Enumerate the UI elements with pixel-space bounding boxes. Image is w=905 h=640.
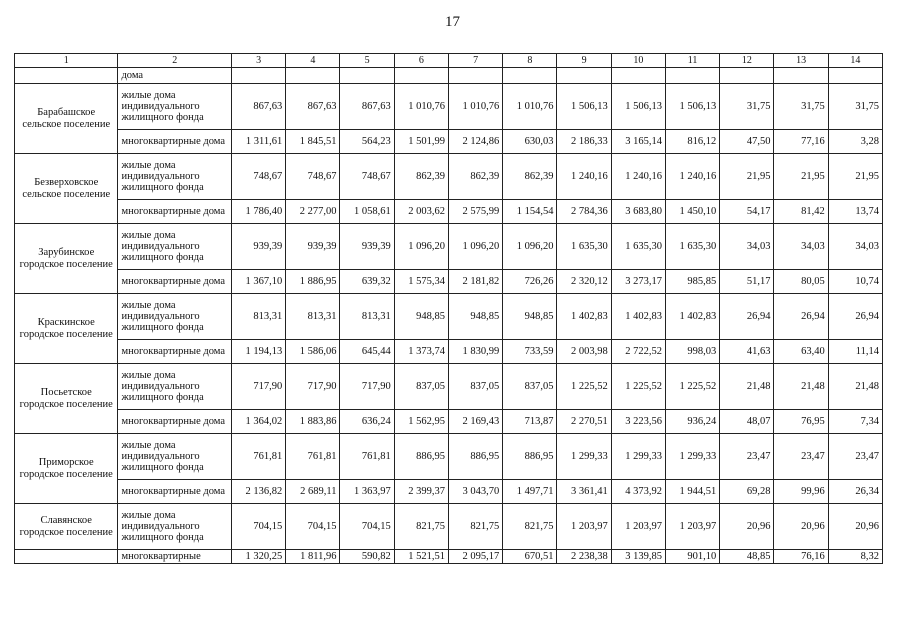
value-cell: 939,39	[340, 224, 394, 270]
housing-type-cell: многоквартирные дома	[118, 200, 232, 224]
value-cell	[340, 68, 394, 84]
value-cell: 2 277,00	[286, 200, 340, 224]
housing-type-cell: жилые дома индивидуального жилищного фонда	[118, 434, 232, 480]
settlement-name: Краскинское городское поселение	[15, 294, 118, 364]
value-cell: 564,23	[340, 130, 394, 154]
value-cell: 76,95	[774, 410, 828, 434]
column-header: 14	[828, 54, 882, 68]
value-cell: 23,47	[774, 434, 828, 480]
value-cell: 1 299,33	[611, 434, 665, 480]
value-cell: 4 373,92	[611, 480, 665, 504]
settlement-name: Безверховское сельское поселение	[15, 154, 118, 224]
column-header: 12	[720, 54, 774, 68]
value-cell: 886,95	[394, 434, 448, 480]
value-cell: 1 450,10	[665, 200, 719, 224]
value-cell: 1 203,97	[557, 504, 611, 550]
settlement-name: Посьетское городское поселение	[15, 364, 118, 434]
value-cell: 3 273,17	[611, 270, 665, 294]
value-cell: 3 043,70	[448, 480, 502, 504]
value-cell: 1 883,86	[286, 410, 340, 434]
value-cell: 2 003,98	[557, 340, 611, 364]
tariff-table	[14, 53, 883, 564]
value-cell	[774, 68, 828, 84]
value-cell: 1 501,99	[394, 130, 448, 154]
value-cell: 2 575,99	[448, 200, 502, 224]
column-header: 3	[231, 54, 285, 68]
value-cell: 3 361,41	[557, 480, 611, 504]
value-cell: 645,44	[340, 340, 394, 364]
value-cell: 1 562,95	[394, 410, 448, 434]
settlement-cell	[15, 550, 118, 564]
value-cell: 867,63	[340, 84, 394, 130]
column-header: 13	[774, 54, 828, 68]
value-cell: 761,81	[340, 434, 394, 480]
value-cell: 2 320,12	[557, 270, 611, 294]
value-cell: 8,32	[828, 550, 882, 564]
value-cell: 761,81	[231, 434, 285, 480]
value-cell: 76,16	[774, 550, 828, 564]
value-cell: 717,90	[231, 364, 285, 410]
value-cell	[394, 68, 448, 84]
value-cell: 2 003,62	[394, 200, 448, 224]
value-cell: 821,75	[448, 504, 502, 550]
value-cell: 867,63	[286, 84, 340, 130]
value-cell: 821,75	[394, 504, 448, 550]
value-cell: 1 225,52	[665, 364, 719, 410]
value-cell: 1 886,95	[286, 270, 340, 294]
value-cell: 2 186,33	[557, 130, 611, 154]
value-cell: 704,15	[286, 504, 340, 550]
value-cell: 1 635,30	[665, 224, 719, 270]
value-cell: 590,82	[340, 550, 394, 564]
value-cell: 813,31	[340, 294, 394, 340]
value-cell: 1 203,97	[611, 504, 665, 550]
value-cell: 26,94	[828, 294, 882, 340]
settlement-name: Зарубинское городское поселение	[15, 224, 118, 294]
value-cell: 1 635,30	[611, 224, 665, 270]
value-cell: 81,42	[774, 200, 828, 224]
value-cell: 1 299,33	[665, 434, 719, 480]
page-number: 17	[445, 14, 460, 30]
value-cell: 670,51	[503, 550, 557, 564]
housing-type-cell: жилые дома индивидуального жилищного фонда	[118, 84, 232, 130]
value-cell: 1 225,52	[611, 364, 665, 410]
value-cell: 636,24	[340, 410, 394, 434]
value-cell: 1 096,20	[503, 224, 557, 270]
value-cell: 21,48	[720, 364, 774, 410]
housing-type-cell: многоквартирные дома	[118, 130, 232, 154]
value-cell: 10,74	[828, 270, 882, 294]
table-row	[15, 340, 883, 364]
value-cell: 1 010,76	[394, 84, 448, 130]
housing-type-cell: жилые дома индивидуального жилищного фонда	[118, 364, 232, 410]
table-body	[15, 54, 883, 564]
column-header: 2	[118, 54, 232, 68]
settlement-name: Приморское городское поселение	[15, 434, 118, 504]
value-cell	[231, 68, 285, 84]
value-cell: 985,85	[665, 270, 719, 294]
value-cell: 813,31	[286, 294, 340, 340]
value-cell: 639,32	[340, 270, 394, 294]
value-cell: 862,39	[503, 154, 557, 200]
housing-type-cell: жилые дома индивидуального жилищного фонда	[118, 154, 232, 200]
value-cell	[557, 68, 611, 84]
value-cell: 2 181,82	[448, 270, 502, 294]
value-cell: 7,34	[828, 410, 882, 434]
value-cell: 99,96	[774, 480, 828, 504]
value-cell: 23,47	[720, 434, 774, 480]
table-row	[15, 480, 883, 504]
column-header: 6	[394, 54, 448, 68]
value-cell	[720, 68, 774, 84]
value-cell: 77,16	[774, 130, 828, 154]
value-cell: 2 169,43	[448, 410, 502, 434]
value-cell: 2 270,51	[557, 410, 611, 434]
value-cell: 26,34	[828, 480, 882, 504]
value-cell: 1 506,13	[557, 84, 611, 130]
column-header: 5	[340, 54, 394, 68]
value-cell: 1 586,06	[286, 340, 340, 364]
value-cell: 2 722,52	[611, 340, 665, 364]
value-cell: 21,95	[774, 154, 828, 200]
housing-type-cell: многоквартирные дома	[118, 410, 232, 434]
value-cell: 23,47	[828, 434, 882, 480]
value-cell: 1 521,51	[394, 550, 448, 564]
value-cell: 31,75	[720, 84, 774, 130]
value-cell: 726,26	[503, 270, 557, 294]
value-cell: 1 194,13	[231, 340, 285, 364]
table-row	[15, 154, 883, 200]
value-cell: 2 095,17	[448, 550, 502, 564]
value-cell: 1 402,83	[611, 294, 665, 340]
value-cell: 1 203,97	[665, 504, 719, 550]
value-cell: 1 575,34	[394, 270, 448, 294]
value-cell: 1 240,16	[557, 154, 611, 200]
value-cell: 1 402,83	[665, 294, 719, 340]
value-cell: 2 124,86	[448, 130, 502, 154]
value-cell: 816,12	[665, 130, 719, 154]
value-cell: 20,96	[828, 504, 882, 550]
settlement-name: Барабашское сельское поселение	[15, 84, 118, 154]
value-cell: 998,03	[665, 340, 719, 364]
value-cell: 1 010,76	[503, 84, 557, 130]
value-cell	[448, 68, 502, 84]
value-cell: 704,15	[340, 504, 394, 550]
table-row	[15, 224, 883, 270]
value-cell: 748,67	[231, 154, 285, 200]
column-header: 11	[665, 54, 719, 68]
housing-type-cell: жилые дома индивидуального жилищного фонда	[118, 294, 232, 340]
value-cell: 48,07	[720, 410, 774, 434]
value-cell: 2 689,11	[286, 480, 340, 504]
value-cell: 21,48	[774, 364, 828, 410]
column-header: 7	[448, 54, 502, 68]
value-cell: 1 364,02	[231, 410, 285, 434]
table-row	[15, 200, 883, 224]
value-cell: 1 786,40	[231, 200, 285, 224]
value-cell: 748,67	[340, 154, 394, 200]
value-cell: 862,39	[448, 154, 502, 200]
value-cell: 1 240,16	[665, 154, 719, 200]
housing-type-cell: многоквартирные	[118, 550, 232, 564]
value-cell: 1 311,61	[231, 130, 285, 154]
table-row	[15, 550, 883, 564]
value-cell: 31,75	[828, 84, 882, 130]
value-cell: 26,94	[774, 294, 828, 340]
table-row	[15, 270, 883, 294]
value-cell: 1 240,16	[611, 154, 665, 200]
value-cell: 41,63	[720, 340, 774, 364]
value-cell: 948,85	[503, 294, 557, 340]
value-cell: 54,17	[720, 200, 774, 224]
value-cell: 3 683,80	[611, 200, 665, 224]
value-cell: 21,95	[828, 154, 882, 200]
value-cell: 63,40	[774, 340, 828, 364]
value-cell: 3,28	[828, 130, 882, 154]
table-row	[15, 68, 883, 84]
value-cell: 1 096,20	[448, 224, 502, 270]
settlement-name: Славянское городское поселение	[15, 504, 118, 550]
value-cell: 862,39	[394, 154, 448, 200]
value-cell	[503, 68, 557, 84]
column-header: 9	[557, 54, 611, 68]
value-cell: 2 238,38	[557, 550, 611, 564]
value-cell: 1 225,52	[557, 364, 611, 410]
value-cell: 1 944,51	[665, 480, 719, 504]
column-header: 8	[503, 54, 557, 68]
settlement-cell	[15, 68, 118, 84]
value-cell: 20,96	[720, 504, 774, 550]
value-cell: 1 058,61	[340, 200, 394, 224]
housing-type-cell: многоквартирные дома	[118, 340, 232, 364]
value-cell: 630,03	[503, 130, 557, 154]
value-cell: 48,85	[720, 550, 774, 564]
table-row	[15, 294, 883, 340]
table-row	[15, 504, 883, 550]
value-cell: 20,96	[774, 504, 828, 550]
value-cell: 1 367,10	[231, 270, 285, 294]
value-cell: 13,74	[828, 200, 882, 224]
column-header: 1	[15, 54, 118, 68]
table-row	[15, 364, 883, 410]
value-cell: 11,14	[828, 340, 882, 364]
value-cell: 901,10	[665, 550, 719, 564]
value-cell: 1 320,25	[231, 550, 285, 564]
value-cell: 21,95	[720, 154, 774, 200]
table-row	[15, 130, 883, 154]
value-cell: 886,95	[448, 434, 502, 480]
value-cell: 34,03	[828, 224, 882, 270]
value-cell	[828, 68, 882, 84]
table-row	[15, 434, 883, 480]
housing-type-cell: жилые дома индивидуального жилищного фонда	[118, 504, 232, 550]
value-cell: 1 096,20	[394, 224, 448, 270]
value-cell: 80,05	[774, 270, 828, 294]
value-cell	[286, 68, 340, 84]
value-cell: 761,81	[286, 434, 340, 480]
value-cell: 717,90	[286, 364, 340, 410]
value-cell: 34,03	[720, 224, 774, 270]
value-cell: 837,05	[394, 364, 448, 410]
value-cell: 939,39	[286, 224, 340, 270]
value-cell: 717,90	[340, 364, 394, 410]
value-cell: 1 373,74	[394, 340, 448, 364]
housing-type-cell: дома	[118, 68, 232, 84]
value-cell: 51,17	[720, 270, 774, 294]
value-cell: 34,03	[774, 224, 828, 270]
value-cell: 886,95	[503, 434, 557, 480]
value-cell: 3 165,14	[611, 130, 665, 154]
housing-type-cell: многоквартирные дома	[118, 480, 232, 504]
value-cell: 1 402,83	[557, 294, 611, 340]
value-cell: 1 830,99	[448, 340, 502, 364]
value-cell: 1 635,30	[557, 224, 611, 270]
value-cell: 1 497,71	[503, 480, 557, 504]
value-cell: 713,87	[503, 410, 557, 434]
value-cell: 1 010,76	[448, 84, 502, 130]
value-cell: 1 506,13	[611, 84, 665, 130]
value-cell: 813,31	[231, 294, 285, 340]
value-cell: 867,63	[231, 84, 285, 130]
value-cell: 1 811,96	[286, 550, 340, 564]
value-cell: 1 154,54	[503, 200, 557, 224]
value-cell: 3 223,56	[611, 410, 665, 434]
value-cell	[611, 68, 665, 84]
table-row	[15, 410, 883, 434]
value-cell: 748,67	[286, 154, 340, 200]
table-row	[15, 84, 883, 130]
value-cell: 936,24	[665, 410, 719, 434]
value-cell: 3 139,85	[611, 550, 665, 564]
value-cell: 1 845,51	[286, 130, 340, 154]
value-cell: 948,85	[394, 294, 448, 340]
value-cell: 26,94	[720, 294, 774, 340]
value-cell: 69,28	[720, 480, 774, 504]
value-cell: 2 784,36	[557, 200, 611, 224]
value-cell: 821,75	[503, 504, 557, 550]
housing-type-cell: жилые дома индивидуального жилищного фонда	[118, 224, 232, 270]
value-cell: 2 136,82	[231, 480, 285, 504]
column-number-row	[15, 54, 883, 68]
value-cell: 2 399,37	[394, 480, 448, 504]
column-header: 10	[611, 54, 665, 68]
value-cell: 21,48	[828, 364, 882, 410]
value-cell: 1 363,97	[340, 480, 394, 504]
value-cell: 948,85	[448, 294, 502, 340]
value-cell: 837,05	[503, 364, 557, 410]
value-cell: 1 506,13	[665, 84, 719, 130]
value-cell: 47,50	[720, 130, 774, 154]
value-cell: 1 299,33	[557, 434, 611, 480]
value-cell: 704,15	[231, 504, 285, 550]
housing-type-cell: многоквартирные дома	[118, 270, 232, 294]
value-cell: 31,75	[774, 84, 828, 130]
value-cell: 837,05	[448, 364, 502, 410]
value-cell: 939,39	[231, 224, 285, 270]
value-cell: 733,59	[503, 340, 557, 364]
column-header: 4	[286, 54, 340, 68]
value-cell	[665, 68, 719, 84]
